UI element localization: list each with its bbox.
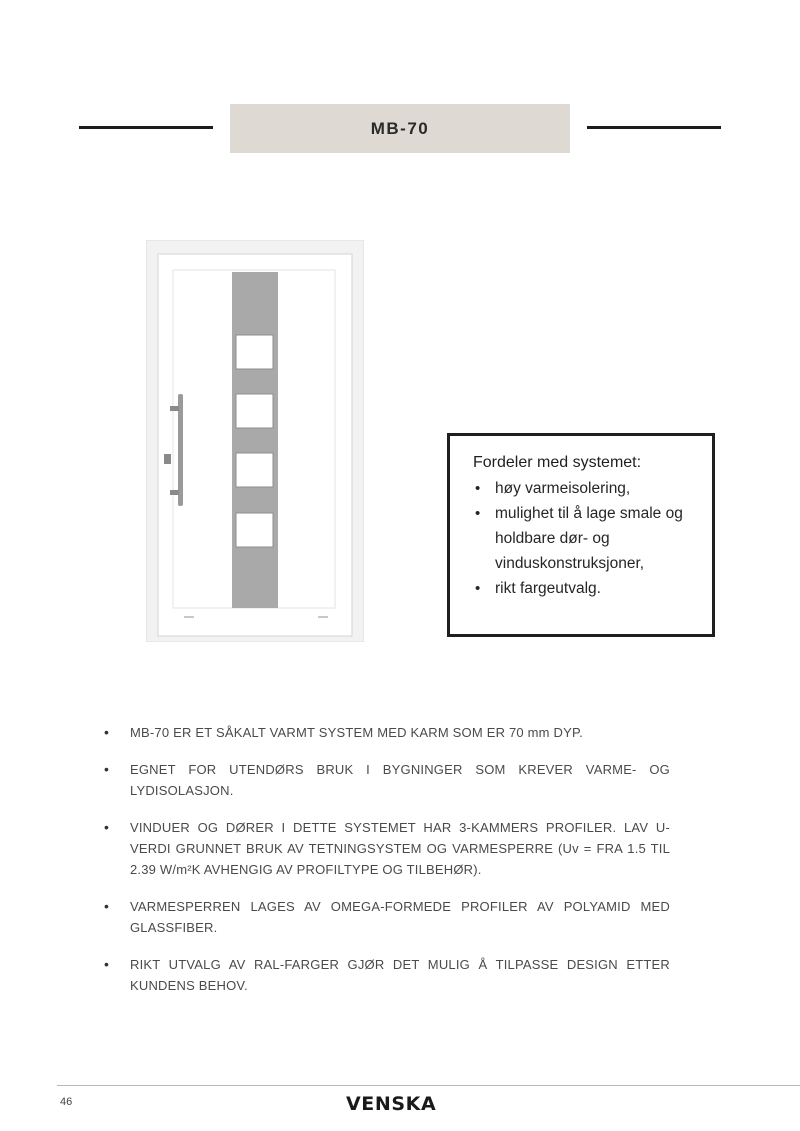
door-lock: [164, 454, 171, 464]
door-vent-left: [184, 616, 194, 618]
notes-list: [104, 722, 670, 1012]
title-rule-right: [587, 126, 721, 129]
page-title: MB-70: [370, 118, 430, 138]
features-heading: Fordeler med systemet:: [473, 454, 642, 471]
features-box: [447, 433, 715, 637]
glass-pane-3: [236, 453, 273, 487]
feature-item: • rikt fargeutvalg.: [495, 576, 702, 601]
glass-pane-4: [236, 513, 273, 547]
note-item: • RIKT UTVALG AV RAL-FARGER GJØR DET MULIG Å TILPASSE DESIGN ETTER KUNDENS BEHOV.: [104, 954, 670, 996]
door-handle-mount-top: [170, 406, 179, 411]
glass-pane-1: [236, 335, 273, 369]
door-handle-mount-bottom: [170, 490, 179, 495]
title-box: [230, 104, 570, 153]
note-item: • VINDUER OG DØRER I DETTE SYSTEMET HAR 3-KAMMERS PROFILER. LAV U-VERDI GRUNNET BRUK AV TETNINGSYSTEM OG VARMESPERRE (Uv = FRA 1.5 TIL 2.39 W/m²K AVHENGIG AV PROFILTYPE OG TILBEHØR).: [104, 817, 670, 880]
door-image: [146, 240, 364, 642]
note-item: • EGNET FOR UTENDØRS BRUK I BYGNINGER SOM KREVER VARME- OG LYDISOLASJON.: [104, 759, 670, 801]
note-item: • MB-70 ER ET SÅKALT VARMT SYSTEM MED KARM SOM ER 70 mm DYP.: [104, 722, 670, 743]
title-rule-left: [79, 126, 213, 129]
glass-strip: [232, 272, 278, 608]
brand-logo: VENSKA: [346, 1093, 437, 1115]
door-with-glass-panels-icon: [146, 240, 364, 642]
note-item: • VARMESPERREN LAGES AV OMEGA-FORMEDE PROFILER AV POLYAMID MED GLASSFIBER.: [104, 896, 670, 938]
glass-pane-2: [236, 394, 273, 428]
footer-divider: [57, 1085, 800, 1086]
features-list: [473, 476, 702, 601]
feature-item: • høy varmeisolering,: [495, 476, 702, 501]
feature-item: • mulighet til å lage smale og holdbare dør- og vinduskonstruksjoner,: [495, 501, 702, 576]
page-number: 46: [60, 1096, 73, 1108]
door-vent-right: [318, 616, 328, 618]
